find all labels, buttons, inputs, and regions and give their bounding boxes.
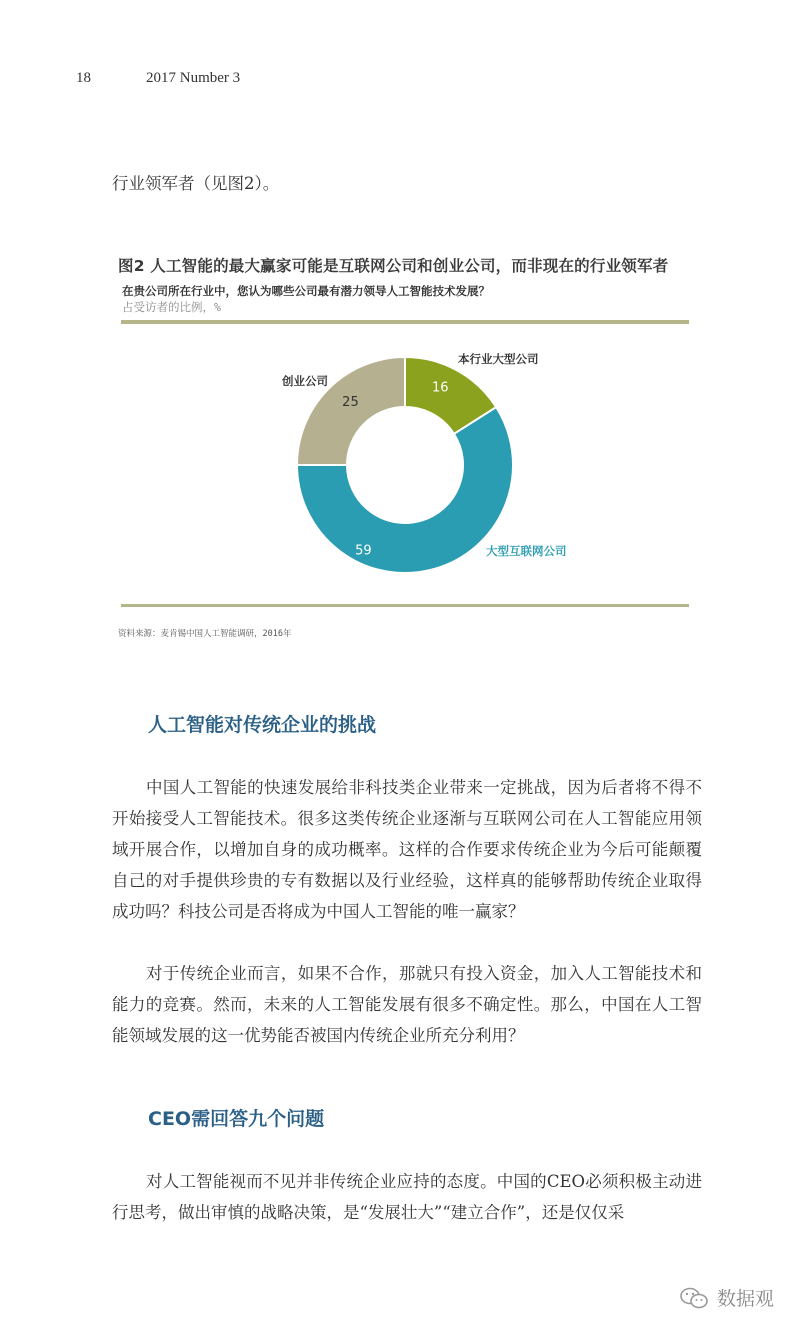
donut-label-1: 大型互联网公司 [486,544,567,558]
wechat-icon [679,1286,709,1310]
figure-unit: 占受访者的比例，% [122,300,221,314]
issue-label: 2017 Number 3 [146,70,241,86]
figure-bottom-rule [121,604,689,607]
watermark [679,1284,774,1311]
figure-question: 在贵公司所在行业中，您认为哪些公司最有潜力领导人工智能技术发展？ [122,284,490,298]
paragraph-challenges-1: 中国人工智能的快速发展给非科技类企业带来一定挑战，因为后者将不得不开始接受人工智能技术。很多这类传统企业逐渐与互联网公司在人工智能应用领域开展合作，以增加自身的成功概率。这样的合作要求传统企业为今后可能颠覆自己的对手提供珍贵的专有数据以及行业经验，这样真的能够帮助传统企业取得成功吗？科技公司是否将成为中国人工智能的唯一赢家？ [112,778,702,921]
figure-title: 图2 人工智能的最大赢家可能是互联网公司和创业公司，而非现在的行业领军者 [118,257,669,275]
section-heading-challenges: 人工智能对传统企业的挑战 [148,714,377,736]
figure-source: 资料来源：麦肯锡中国人工智能调研，2016年 [118,629,292,639]
donut-label-0: 本行业大型公司 [458,352,539,366]
donut-label-2: 创业公司 [282,374,328,388]
intro-line: 行业领军者（见图2）。 [112,174,280,193]
donut-value-2: 25 [342,395,359,411]
donut-value-1: 59 [355,543,372,559]
donut-chart [260,340,620,590]
page-number: 18 [76,70,91,86]
paragraph-ceo-1: 对人工智能视而不见并非传统企业应持的态度。中国的CEO必须积极主动进行思考，做出审慎的战略决策，是“发展壮大”“建立合作”，还是仅仅采 [112,1172,702,1222]
figure-top-rule [121,320,689,324]
paragraph-challenges-2: 对于传统企业而言，如果不合作，那就只有投入资金，加入人工智能技术和能力的竞赛。然而，未来的人工智能发展有很多不确定性。那么，中国在人工智能领域发展的这一优势能否被国内传统企业所充分利用？ [112,964,702,1045]
section-heading-ceo: CEO需回答九个问题 [148,1108,325,1130]
watermark-text: 数据观 [716,1288,774,1310]
donut-value-0: 16 [431,380,449,396]
